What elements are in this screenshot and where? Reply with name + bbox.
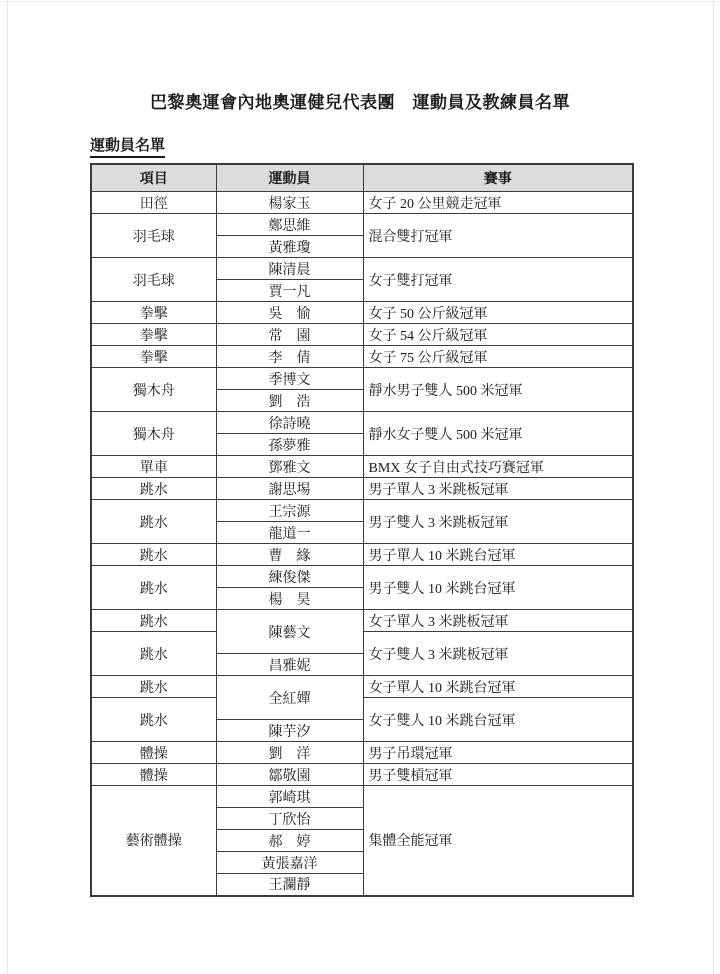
- table-row: [91, 478, 633, 500]
- athlete-cell: 徐詩曉: [216, 412, 363, 434]
- event-cell: BMX 女子自由式技巧賽冠軍: [363, 456, 633, 478]
- athlete-cell: 楊 昊: [216, 588, 363, 610]
- athlete-cell: 王宗源: [216, 500, 363, 522]
- item-cell: 體操: [91, 764, 216, 786]
- table-row: [91, 258, 633, 280]
- athlete-cell: 吳 愉: [216, 302, 363, 324]
- event-cell: 女子單人 3 米跳板冠軍: [363, 610, 633, 632]
- item-cell: 跳水: [91, 632, 216, 676]
- item-cell: 拳擊: [91, 346, 216, 368]
- event-cell: 集體全能冠軍: [363, 786, 633, 896]
- athlete-list-heading-text: 運動員名單: [90, 134, 165, 158]
- athlete-cell: 常 園: [216, 324, 363, 346]
- table-row: [91, 346, 633, 368]
- item-cell: 跳水: [91, 676, 216, 698]
- athlete-cell: 劉 洋: [216, 742, 363, 764]
- item-cell: 體操: [91, 742, 216, 764]
- table-row: [91, 566, 633, 588]
- event-cell: 靜水女子雙人 500 米冠軍: [363, 412, 633, 456]
- table-row: [91, 214, 633, 236]
- event-cell: 男子單人 10 米跳台冠軍: [363, 544, 633, 566]
- event-cell: 混合雙打冠軍: [363, 214, 633, 258]
- item-cell: 藝術體操: [91, 786, 216, 896]
- athlete-cell: 李 倩: [216, 346, 363, 368]
- table-row: [91, 192, 633, 214]
- table-row: [91, 610, 633, 632]
- table-row: [91, 324, 633, 346]
- athlete-cell: 王瀾靜: [216, 874, 363, 896]
- athlete-cell: 陳芋汐: [216, 720, 363, 742]
- athlete-cell: 劉 浩: [216, 390, 363, 412]
- table-row: [91, 500, 633, 522]
- item-cell: 跳水: [91, 566, 216, 610]
- column-header-athlete: 運動員: [216, 164, 363, 192]
- event-cell: 女子雙人 3 米跳板冠軍: [363, 632, 633, 676]
- athlete-cell: 黃雅瓊: [216, 236, 363, 258]
- athlete-list-heading: [90, 134, 165, 158]
- athlete-cell: 丁欣怡: [216, 808, 363, 830]
- athlete-cell: 陳清晨: [216, 258, 363, 280]
- event-cell: 女子單人 10 米跳台冠軍: [363, 676, 633, 698]
- athlete-cell: 謝思埸: [216, 478, 363, 500]
- page-edge-left: [7, 0, 8, 974]
- event-cell: 女子雙人 10 米跳台冠軍: [363, 698, 633, 742]
- table-row: [91, 742, 633, 764]
- table-row: [91, 764, 633, 786]
- athlete-cell: 陳藝文: [216, 610, 363, 654]
- item-cell: 獨木舟: [91, 368, 216, 412]
- table-row: [91, 368, 633, 390]
- event-cell: 男子吊環冠軍: [363, 742, 633, 764]
- item-cell: 羽毛球: [91, 214, 216, 258]
- table-row: [91, 456, 633, 478]
- event-cell: 女子 50 公斤級冠軍: [363, 302, 633, 324]
- athlete-cell: 黃張嘉洋: [216, 852, 363, 874]
- athlete-cell: 鄧雅文: [216, 456, 363, 478]
- athlete-cell: 練俊傑: [216, 566, 363, 588]
- event-cell: 女子 75 公斤級冠軍: [363, 346, 633, 368]
- event-cell: 靜水男子雙人 500 米冠軍: [363, 368, 633, 412]
- athlete-cell: 龍道一: [216, 522, 363, 544]
- page-edge-right: [713, 0, 714, 974]
- athlete-cell: 郭崎琪: [216, 786, 363, 808]
- item-cell: 跳水: [91, 478, 216, 500]
- athlete-cell: 季博文: [216, 368, 363, 390]
- header-row: [91, 164, 633, 192]
- athlete-cell: 曹 緣: [216, 544, 363, 566]
- table-row: [91, 302, 633, 324]
- table-header: [91, 164, 633, 192]
- table-row: [91, 412, 633, 434]
- item-cell: 拳擊: [91, 324, 216, 346]
- page-edge-top: [0, 1, 720, 2]
- athlete-cell: 郝 婷: [216, 830, 363, 852]
- event-cell: 男子單人 3 米跳板冠軍: [363, 478, 633, 500]
- item-cell: 羽毛球: [91, 258, 216, 302]
- athlete-cell: 昌雅妮: [216, 654, 363, 676]
- item-cell: 跳水: [91, 544, 216, 566]
- table-row: [91, 676, 633, 698]
- item-cell: 跳水: [91, 500, 216, 544]
- column-header-competition: 賽事: [363, 164, 633, 192]
- athlete-cell: 孫夢雅: [216, 434, 363, 456]
- event-cell: 男子雙人 3 米跳板冠軍: [363, 500, 633, 544]
- event-cell: 女子雙打冠軍: [363, 258, 633, 302]
- athlete-cell: 鄭思維: [216, 214, 363, 236]
- document-title: 巴黎奧運會內地奧運健兒代表團 運動員及教練員名單: [150, 93, 570, 112]
- item-cell: 獨木舟: [91, 412, 216, 456]
- item-cell: 跳水: [91, 610, 216, 632]
- athlete-cell: 賈一凡: [216, 280, 363, 302]
- item-cell: 田徑: [91, 192, 216, 214]
- athlete-cell: 全紅嬋: [216, 676, 363, 720]
- item-cell: 單車: [91, 456, 216, 478]
- medalist-table: [90, 163, 634, 897]
- athlete-cell: 鄒敬園: [216, 764, 363, 786]
- event-cell: 男子雙人 10 米跳台冠軍: [363, 566, 633, 610]
- table-row: [91, 544, 633, 566]
- athlete-cell: 楊家玉: [216, 192, 363, 214]
- column-header-event-type: 項目: [91, 164, 216, 192]
- event-cell: 女子 20 公里競走冠軍: [363, 192, 633, 214]
- item-cell: 跳水: [91, 698, 216, 742]
- table-row: [91, 786, 633, 808]
- item-cell: 拳擊: [91, 302, 216, 324]
- event-cell: 女子 54 公斤級冠軍: [363, 324, 633, 346]
- event-cell: 男子雙槓冠軍: [363, 764, 633, 786]
